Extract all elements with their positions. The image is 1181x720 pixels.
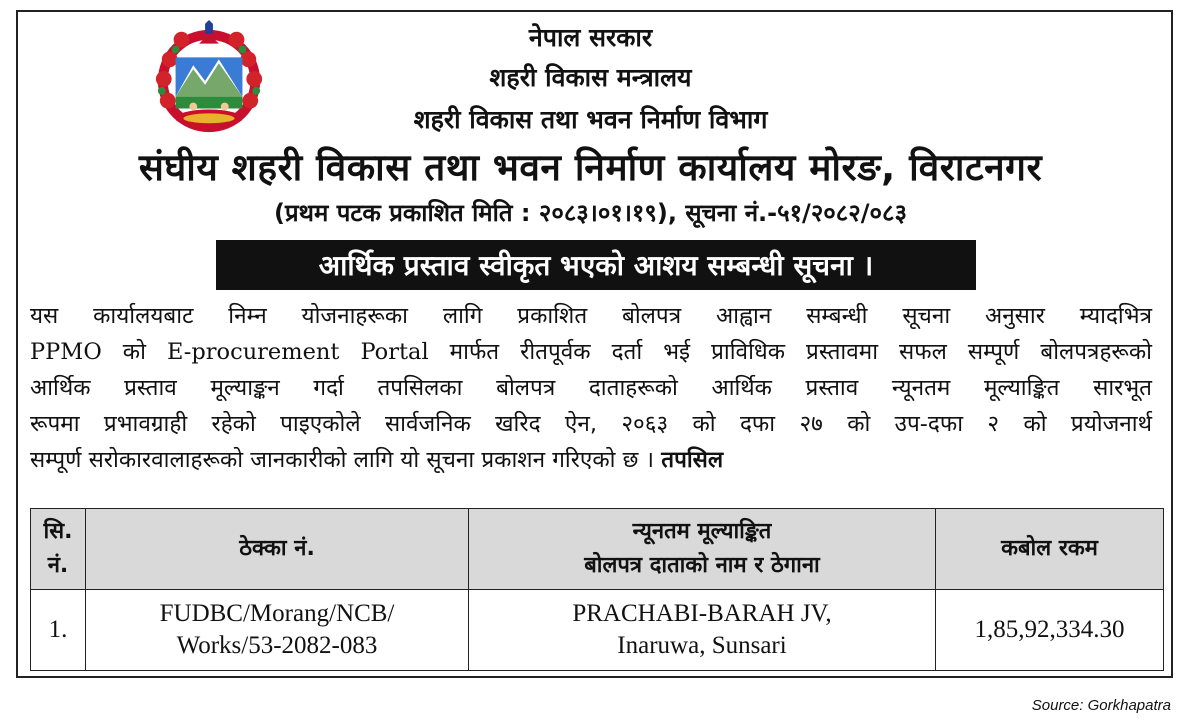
header-government: नेपाल सरकार bbox=[528, 23, 653, 52]
publication-info: (प्रथम पटक प्रकाशित मिति : २०८३।०१।१९), सूचना नं.-५१/२०८२/०८३ bbox=[274, 199, 907, 227]
tapsil-label: तपसिल bbox=[661, 447, 724, 473]
body-line bbox=[30, 334, 1152, 370]
notice-title: आर्थिक प्रस्ताव स्वीकृत भएको आशय सम्बन्धी सूचना । bbox=[318, 249, 874, 282]
col-header-bidder: न्यूनतम मूल्याङ्कित बोलपत्र दाताको नाम र ठेगाना bbox=[469, 509, 936, 590]
bid-table bbox=[30, 508, 1164, 671]
body-line: आर्थिक प्रस्ताव मूल्याङ्कन गर्दा तपसिलका बोलपत्र दाताहरूको आर्थिक प्रस्ताव न्यूनतम मूल्याङ्कित सारभूत bbox=[30, 375, 1152, 401]
notice-title-banner bbox=[216, 240, 976, 290]
notice-body bbox=[30, 298, 1152, 478]
header-ministry: शहरी विकास मन्त्रालय bbox=[489, 63, 692, 92]
body-line bbox=[30, 442, 1152, 478]
body-fragment: को bbox=[122, 339, 146, 365]
table-header-row bbox=[31, 509, 1164, 590]
body-line: रूपमा प्रभावग्राही रहेको पाइएकोले सार्वजनिक खरिद ऐन, २०६३ को दफा २७ को उप-दफा २ को प्रयोजनार्थ bbox=[30, 411, 1152, 437]
col-header-amount: कबोल रकम bbox=[936, 509, 1164, 590]
cell-contract: FUDBC/Morang/NCB/ Works/53-2082-083 bbox=[86, 590, 469, 671]
source-credit: Source: Gorkhapatra bbox=[1031, 697, 1171, 714]
col-header-sn: सि. नं. bbox=[31, 509, 86, 590]
cell-bidder: PRACHABI-BARAH JV, Inaruwa, Sunsari bbox=[469, 590, 936, 671]
col-header-contract: ठेक्का नं. bbox=[86, 509, 469, 590]
body-line: यस कार्यालयबाट निम्न योजनाहरूका लागि प्रकाशित बोलपत्र आह्वान सम्बन्धी सूचना अनुसार म्यादभित्र bbox=[30, 303, 1152, 329]
cell-sn: 1. bbox=[31, 590, 86, 671]
ppmo-text: PPMO bbox=[30, 339, 102, 365]
body-fragment: सम्पूर्ण सरोकारवालाहरूको जानकारीको लागि यो सूचना प्रकाशन गरिएको छ । bbox=[30, 447, 655, 473]
table-row bbox=[31, 590, 1164, 671]
cell-amount: 1,85,92,334.30 bbox=[936, 590, 1164, 671]
portal-text: E-procurement Portal bbox=[166, 339, 429, 365]
header-department: शहरी विकास तथा भवन निर्माण विभाग bbox=[413, 105, 768, 134]
header-office: संघीय शहरी विकास तथा भवन निर्माण कार्यालय मोरङ, विराटनगर bbox=[138, 146, 1043, 189]
body-fragment: मार्फत रीतपूर्वक दर्ता भई प्राविधिक प्रस्तावमा सफल सम्पूर्ण बोलपत्रहरूको bbox=[449, 339, 1153, 365]
